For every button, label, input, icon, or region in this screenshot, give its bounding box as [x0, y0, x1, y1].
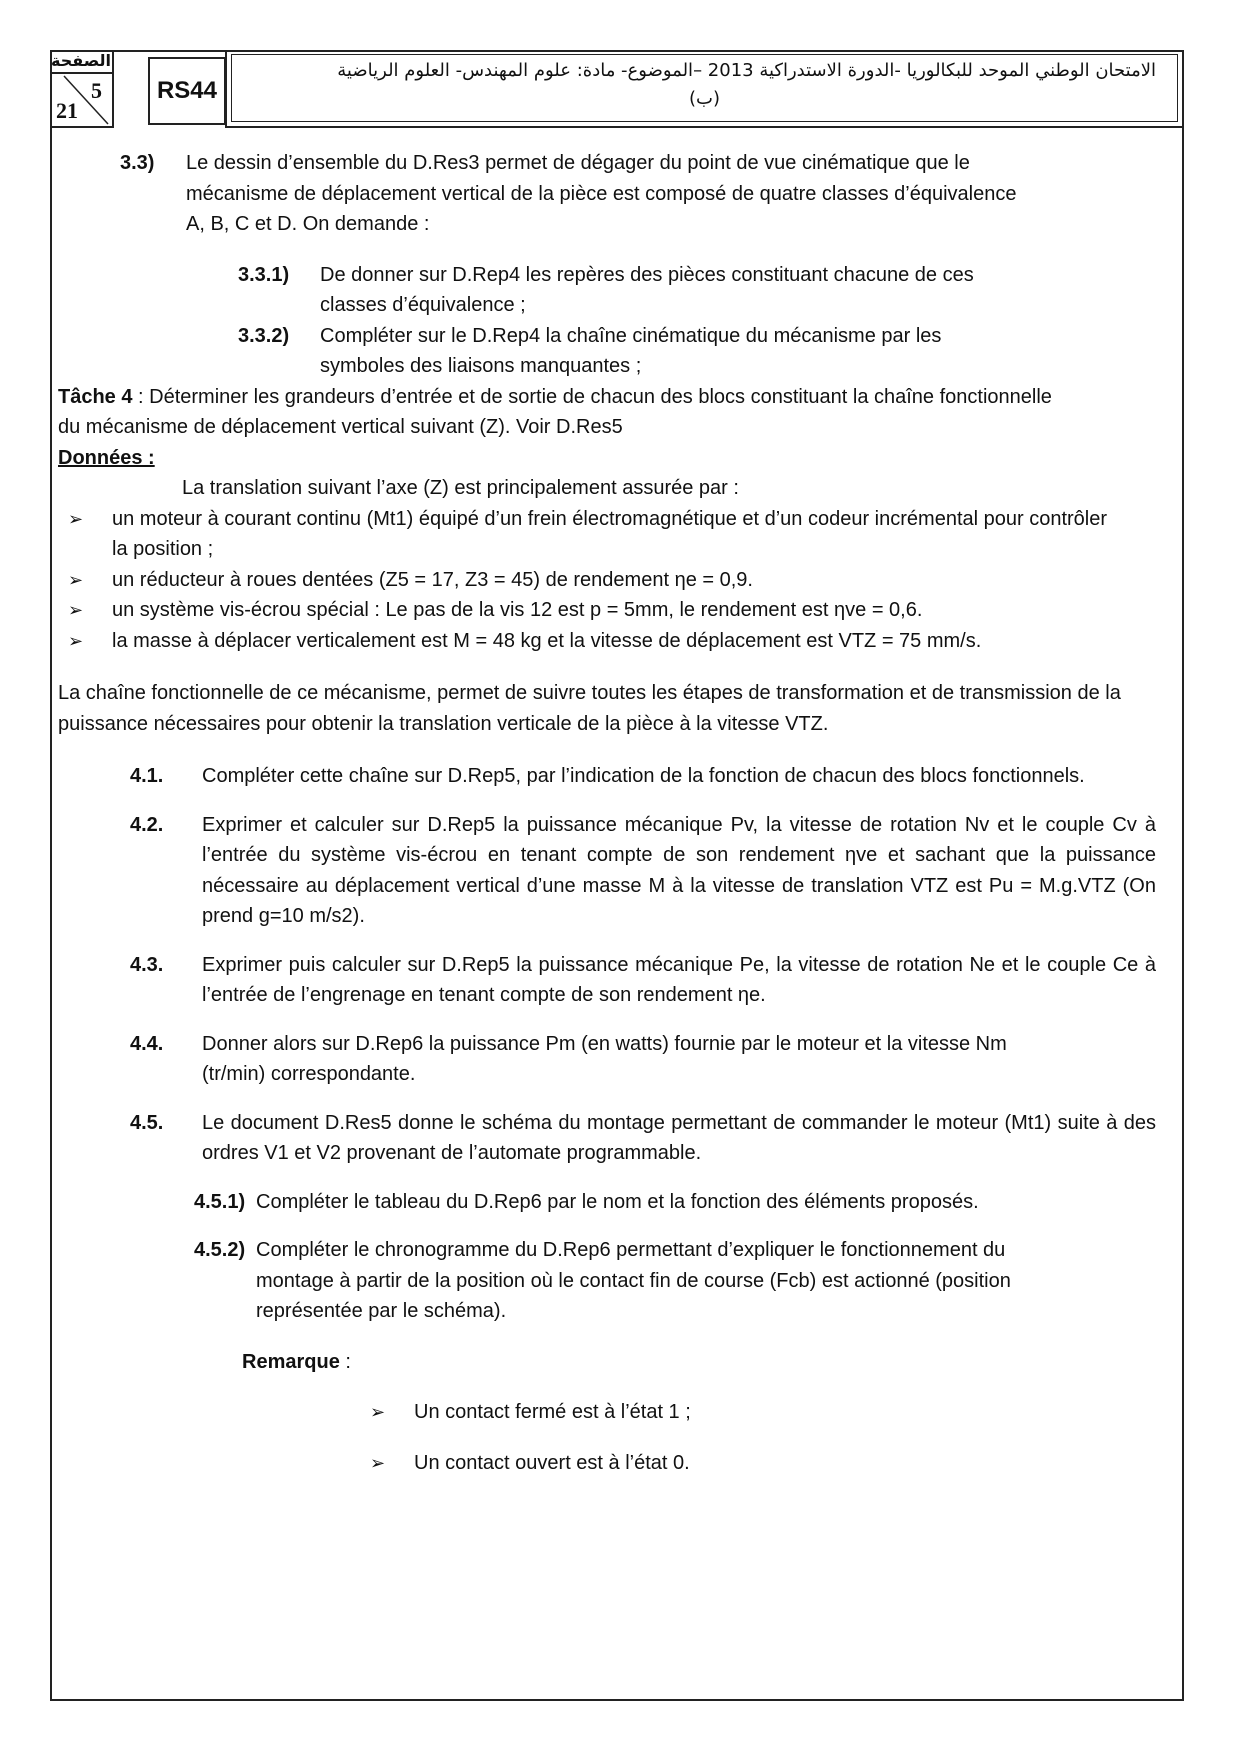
q45-label: 4.5. [130, 1111, 164, 1134]
q44-label: 4.4. [130, 1032, 164, 1055]
q452-text: Compléter le chronogramme du D.Rep6 permettant d’expliquer le fonctionnement du montage à partir de la position où le contact fin de course (Fcb) est actionné (position représentée par le schéma). [256, 1239, 1011, 1322]
bullet-item [68, 595, 1108, 626]
document-body [58, 148, 1176, 1478]
q332-text: Compléter sur le D.Rep4 la chaîne cinématique du mécanisme par les symboles des liaisons manquantes ; [320, 324, 942, 377]
arrow-icon: ➢ [68, 508, 84, 529]
arrow-icon: ➢ [370, 1452, 386, 1473]
arrow-icon: ➢ [370, 1402, 386, 1422]
arrow-icon: ➢ [68, 630, 84, 651]
q332-label: 3.3.2) [238, 324, 290, 347]
bullet-item [68, 504, 1108, 565]
q451-text: Compléter le tableau du D.Rep6 par le nom et la fonction des éléments proposés. [256, 1190, 979, 1213]
page-number-box [50, 50, 114, 128]
q43-text: Exprimer puis calculer sur D.Rep5 la puissance mécanique Pe, la vitesse de rotation Ne et le couple Ce à l’entrée de l’engrenage en tenant compte de son rendement ηe. [202, 953, 1156, 1006]
arrow-icon: ➢ [68, 600, 84, 620]
donnees-intro: La translation suivant l’axe (Z) est principalement assurée par : [182, 477, 739, 499]
question-3-3-2 [238, 321, 1118, 382]
remarque-label: Remarque [242, 1350, 340, 1373]
bullet-text: un réducteur à roues dentées (Z5 = 17, Z3 = 45) de rendement ηe = 0,9. [112, 568, 753, 591]
remarque-text: Un contact fermé est à l’état 1 ; [414, 1401, 691, 1423]
remarque-item [370, 1448, 1176, 1479]
q33-label: 3.3) [120, 152, 155, 174]
q452-label: 4.5.2) [194, 1239, 246, 1261]
bullet-item [68, 626, 1108, 657]
q43-label: 4.3. [130, 953, 164, 976]
task4-text: : Déterminer les grandeurs d’entrée et de sortie de chacun des blocs constituant la chaîne fonctionnelle du mécanisme de déplacement vertical suivant (Z). Voir D.Res5 [58, 385, 1052, 438]
bullet-item [68, 565, 1108, 596]
q44-text: Donner alors sur D.Rep6 la puissance Pm (en watts) fournie par le moteur et la vitesse Nm (tr/min) correspondante. [202, 1032, 1007, 1085]
task4-label: Tâche 4 [58, 385, 133, 408]
q41-label: 4.1. [130, 765, 164, 787]
question-4-5-1 [194, 1187, 1174, 1218]
q331-label: 3.3.1) [238, 263, 290, 286]
q41-text: Compléter cette chaîne sur D.Rep5, par l’indication de la fonction de chacun des blocs fonctionnels. [202, 765, 1085, 787]
bullet-text: un moteur à courant continu (Mt1) équipé d’un frein électromagnétique et d’un codeur incrémental pour contrôler la position ; [112, 507, 1108, 560]
question-4-5 [130, 1108, 1156, 1169]
q42-text: Exprimer et calculer sur D.Rep5 la puissance mécanique Pv, la vitesse de rotation Nv et le couple Cv à l’entrée du système vis-écrou en tenant compte de son rendement ηve et sachant que la puissance nécessaire au déplacement vertical d’une masse M à la vitesse de translation VTZ est Pu = M.g.VTZ (On prend g=10 m/s2). [202, 813, 1156, 927]
bullet-text: la masse à déplacer verticalement est M = 48 kg et la vitesse de déplacement est VTZ = 75 mm/s. [112, 629, 982, 652]
exam-code: RS44 [148, 57, 226, 125]
question-3-3-1 [238, 260, 1118, 321]
q33-text: Le dessin d’ensemble du D.Res3 permet de dégager du point de vue cinématique que le mécanisme de déplacement vertical de la pièce est composé de quatre classes d’équivalence A, B, C et D. On demande : [186, 152, 1017, 235]
question-4-2 [130, 810, 1156, 932]
question-4-4 [130, 1029, 1130, 1090]
arrow-icon: ➢ [68, 569, 84, 590]
chain-description: La chaîne fonctionnelle de ce mécanisme, permet de suivre toutes les étapes de transformation et de transmission de la puissance nécessaires pour obtenir la translation verticale de la pièce à la vitesse VTZ. [58, 682, 1121, 735]
page-total: 21 [56, 98, 78, 123]
question-3-3 [120, 148, 1120, 240]
q45-text: Le document D.Res5 donne le schéma du montage permettant de commander le moteur (Mt1) suite à des ordres V1 et V2 provenant de l’automate programmable. [202, 1111, 1156, 1164]
question-4-3 [130, 950, 1156, 1011]
remarque-item [370, 1397, 1176, 1428]
question-4-1 [130, 761, 1156, 792]
remarque-text: Un contact ouvert est à l’état 0. [414, 1451, 690, 1474]
q451-label: 4.5.1) [194, 1190, 246, 1213]
donnees-label: Données : [58, 446, 155, 469]
q42-label: 4.2. [130, 813, 164, 836]
bullet-text: un système vis-écrou spécial : Le pas de la vis 12 est p = 5mm, le rendement est ηve = 0,6. [112, 599, 923, 621]
q331-text: De donner sur D.Rep4 les repères des pièces constituant chacune de ces classes d’équivalence ; [320, 263, 974, 316]
exam-header [225, 50, 1184, 128]
page-label: الصفحة [50, 50, 112, 74]
exam-title: الامتحان الوطني الموحد للبكالوريا -الدورة الاستدراكية 2013 –الموضوع- مادة: علوم المهندس- العلوم الرياضية [337, 60, 1156, 81]
page-number: 5 [91, 78, 102, 103]
exam-subtitle: (ب) [689, 88, 720, 109]
remarque: Remarque : [242, 1350, 351, 1373]
question-4-5-2 [194, 1235, 1174, 1327]
task-4 [58, 382, 1058, 443]
